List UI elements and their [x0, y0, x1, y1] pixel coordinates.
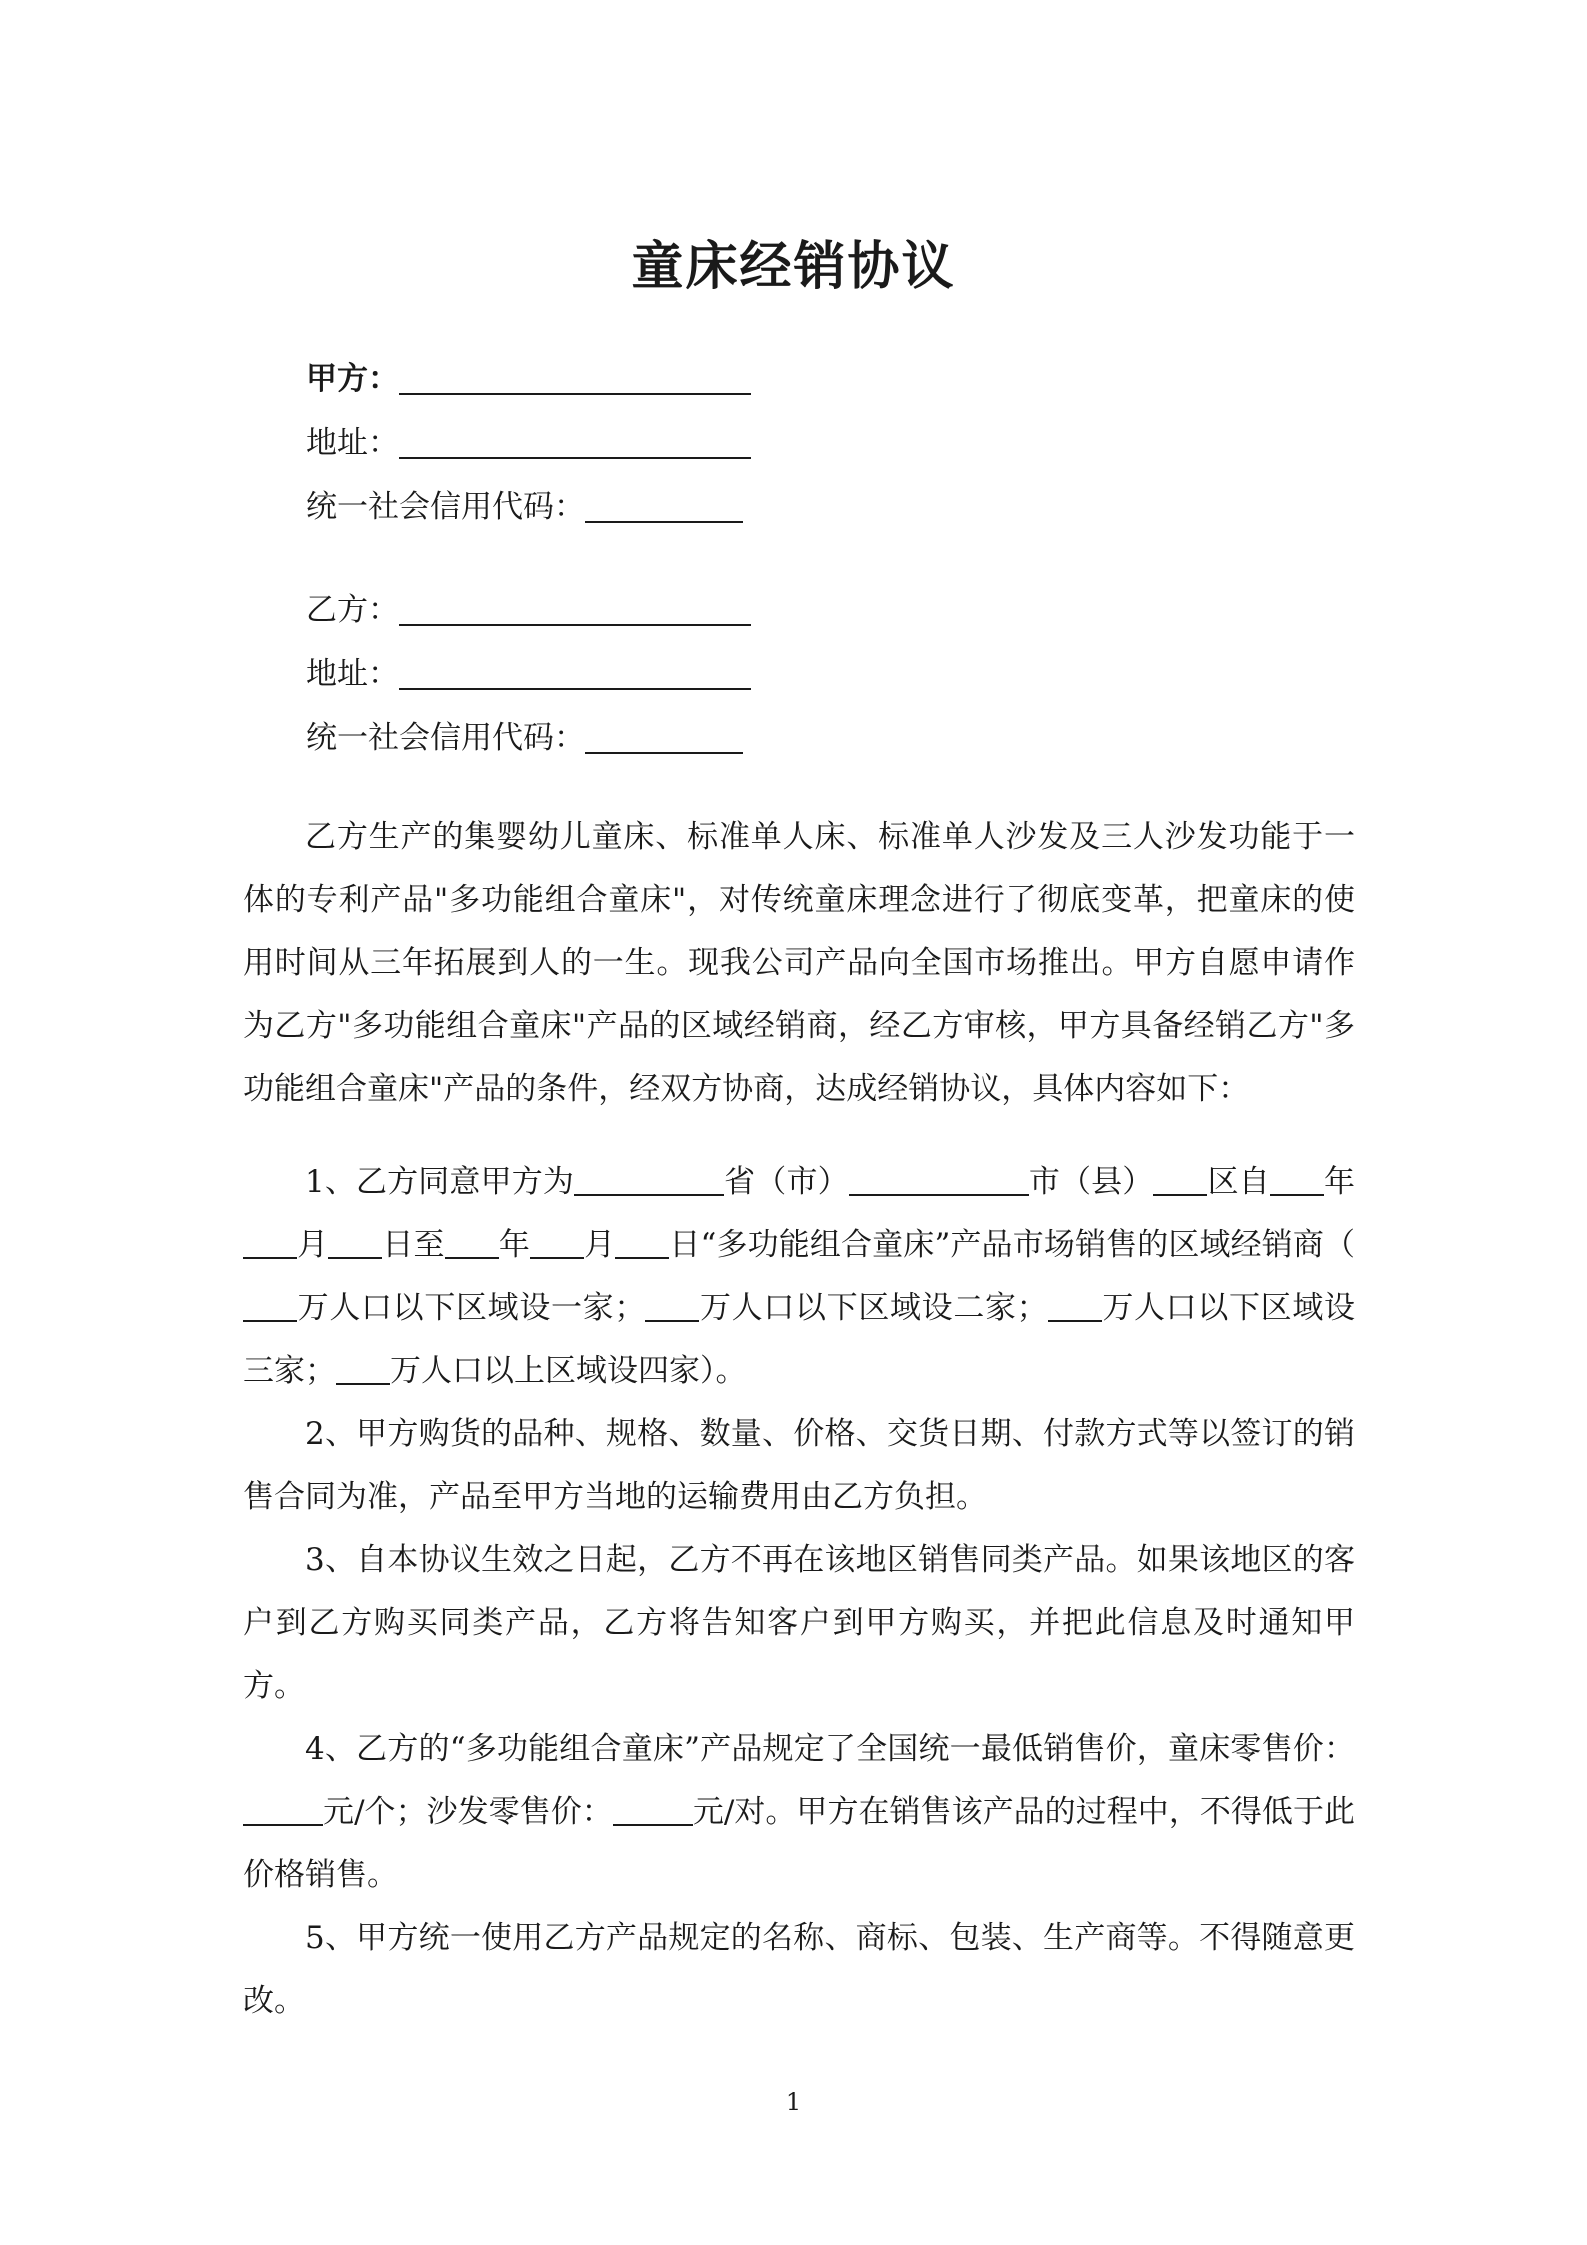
- population-4-blank: [336, 1359, 390, 1385]
- end-month-blank: [530, 1233, 584, 1259]
- party-b-name-row: [306, 578, 1066, 642]
- clause-1-text: 年: [1323, 1164, 1356, 1200]
- bed-price-blank: [243, 1800, 323, 1826]
- agreement-body: [243, 806, 1355, 2033]
- party-a-credit-code-blank: [585, 495, 743, 523]
- party-a-credit-code-label: 统一社会信用代码：: [306, 489, 585, 525]
- party-b-block: [306, 578, 1066, 770]
- population-2-blank: [645, 1296, 699, 1322]
- start-year-blank: [1270, 1170, 1324, 1196]
- clause-1-text: 年: [498, 1227, 530, 1263]
- page-number: 1: [785, 2088, 802, 2116]
- clause-4: [243, 1718, 1355, 1907]
- clause-1-text: 万人口以上区域设四家）。: [390, 1353, 747, 1389]
- clause-2: 2、甲方购货的品种、规格、数量、价格、交货日期、付款方式等以签订的销售合同为准，产品至甲方当地的运输费用由乙方负担。: [243, 1416, 1355, 1515]
- intro-paragraph: 乙方生产的集婴幼儿童床、标准单人床、标准单人沙发及三人沙发功能于一体的专利产品"多功能组合童床"，对传统童床理念进行了彻底变革，把童床的使用时间从三年拓展到人的一生。现我公司产品向全国市场推出。甲方自愿申请作为乙方"多功能组合童床"产品的区域经销商，经乙方审核，甲方具备经销乙方"多功能组合童床"产品的条件，经双方协商，达成经销协议，具体内容如下：: [243, 819, 1355, 1107]
- clause-1-text: 日“多功能组合童床”产品市场销售的区域经销商（: [669, 1227, 1356, 1263]
- party-a-address-row: [306, 411, 1066, 475]
- clause-1-text: 万人口以下区域设二家；: [699, 1290, 1048, 1326]
- clause-1-text: 万人口以下区域设一家；: [297, 1290, 646, 1326]
- party-a-block: [306, 347, 1066, 539]
- party-a-name-blank: [399, 367, 751, 395]
- party-a-address-label: 地址：: [306, 425, 399, 461]
- start-day-blank: [328, 1233, 382, 1259]
- district-blank: [1153, 1170, 1207, 1196]
- clause-4-text: 元/对。甲方在销售该产品的过程中，不得低于此价格销售。: [243, 1794, 1355, 1893]
- clause-1: [243, 1151, 1355, 1403]
- population-1-blank: [243, 1296, 297, 1322]
- party-b-name-label: 乙方：: [306, 592, 399, 628]
- party-b-address-label: 地址：: [306, 656, 399, 692]
- sofa-price-blank: [613, 1800, 693, 1826]
- clause-3: 3、自本协议生效之日起，乙方不再在该地区销售同类产品。如果该地区的客户到乙方购买同类产品，乙方将告知客户到甲方购买，并把此信息及时通知甲方。: [243, 1542, 1355, 1704]
- clause-1-text: 万人口以下区域设三家；: [243, 1290, 1356, 1389]
- clause-1-text: 1、乙方同意甲方为: [305, 1164, 575, 1200]
- clause-4-text: 元/个；沙发零售价：: [323, 1794, 613, 1830]
- clause-4-text: 4、乙方的“多功能组合童床”产品规定了全国统一最低销售价，童床零售价：: [305, 1731, 1355, 1767]
- clause-1-text: 日至: [382, 1227, 445, 1263]
- party-a-address-blank: [399, 431, 751, 459]
- city-blank: [849, 1170, 1029, 1196]
- clause-1-text: 月: [297, 1227, 329, 1263]
- start-month-blank: [243, 1233, 297, 1259]
- clause-1-text: 区自: [1207, 1164, 1270, 1200]
- party-b-credit-code-row: [306, 706, 1066, 770]
- document-title: 童床经销协议: [631, 236, 956, 297]
- population-3-blank: [1048, 1296, 1102, 1322]
- party-b-address-row: [306, 642, 1066, 706]
- clause-1-text: 市（县）: [1028, 1164, 1154, 1200]
- end-day-blank: [615, 1233, 669, 1259]
- party-b-credit-code-blank: [585, 726, 743, 754]
- clause-1-text: 省（市）: [724, 1164, 849, 1200]
- end-year-blank: [445, 1233, 499, 1259]
- party-b-name-blank: [399, 598, 751, 626]
- party-a-name-label: 甲方：: [306, 361, 399, 397]
- party-a-credit-code-row: [306, 475, 1066, 539]
- clause-1-text: 月: [583, 1227, 616, 1263]
- party-a-name-row: [306, 347, 1066, 411]
- party-b-address-blank: [399, 662, 751, 690]
- clause-5: 5、甲方统一使用乙方产品规定的名称、商标、包装、生产商等。不得随意更改。: [243, 1920, 1355, 2019]
- party-b-credit-code-label: 统一社会信用代码：: [306, 720, 585, 756]
- province-blank: [574, 1170, 724, 1196]
